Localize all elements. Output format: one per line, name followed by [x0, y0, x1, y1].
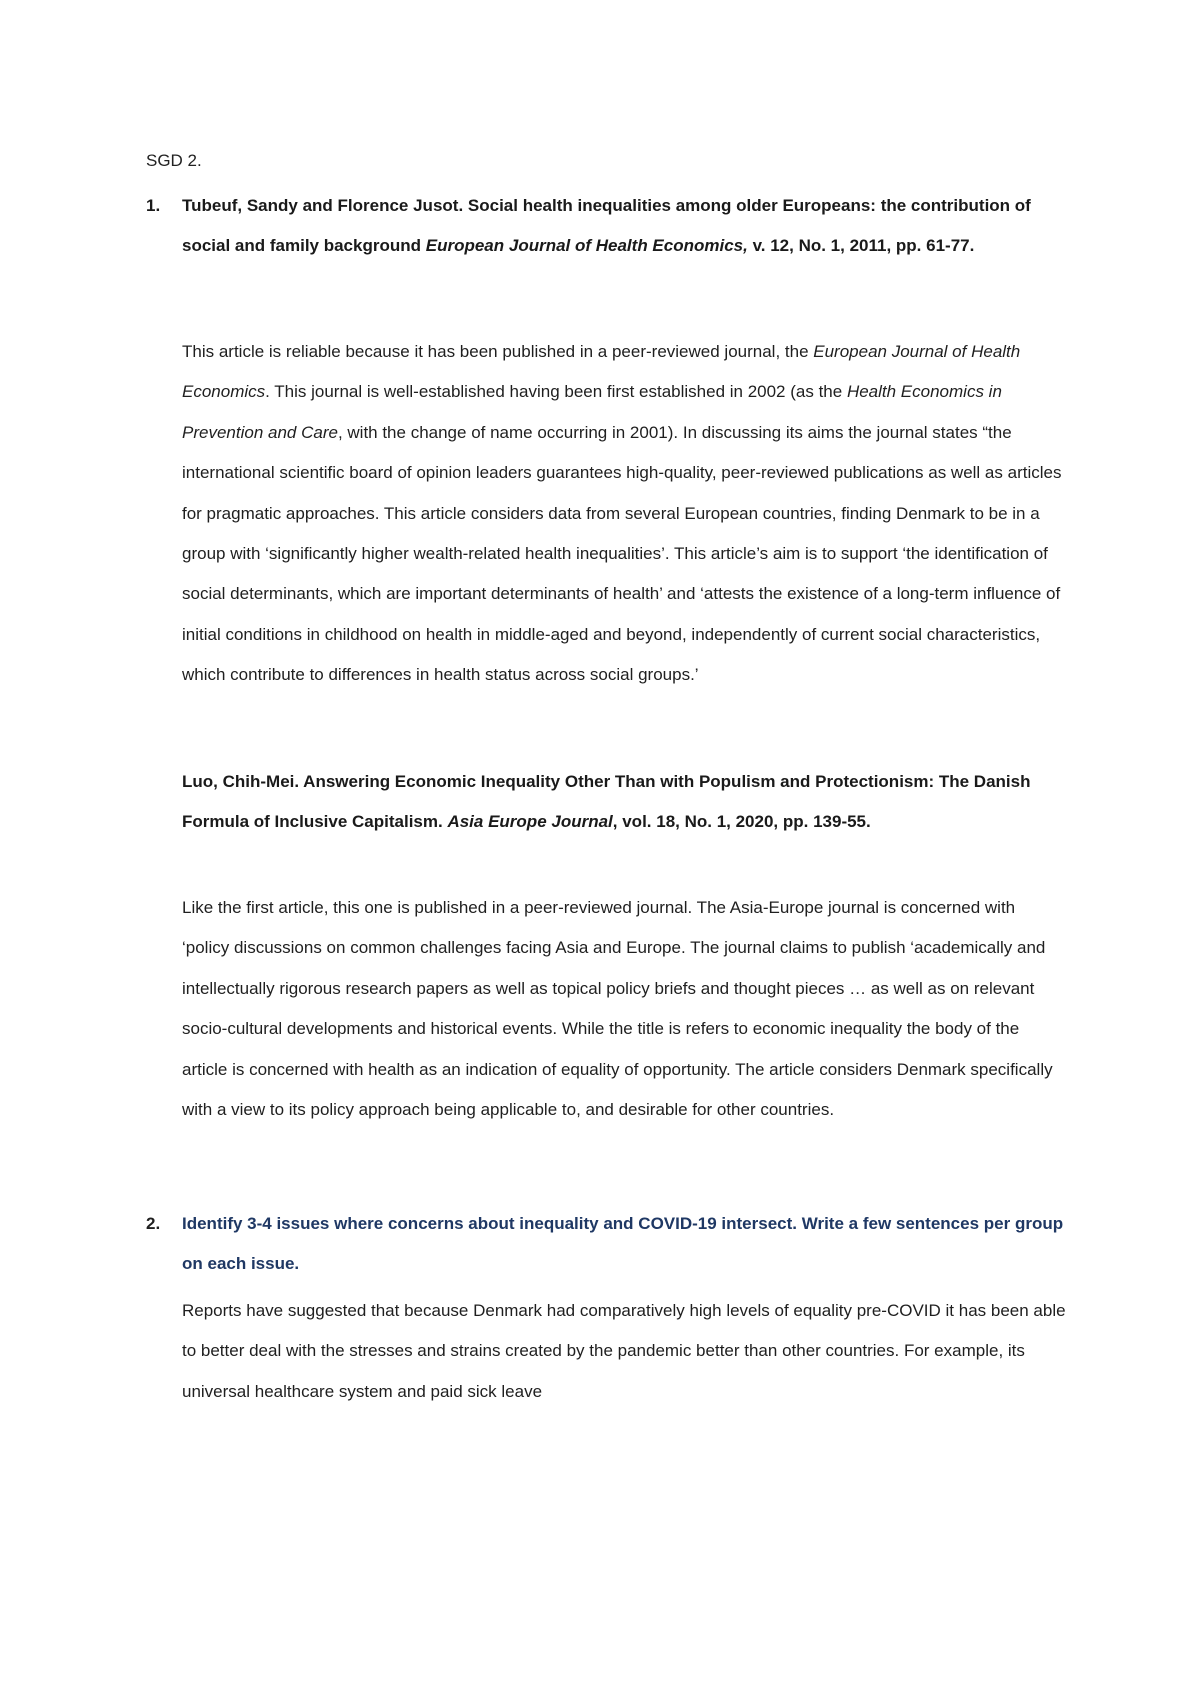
- list-item-1: [146, 186, 1066, 266]
- paragraph-1-former-name: Health Economics in Prevention and Care: [182, 382, 1002, 442]
- reference-1: [182, 186, 1066, 266]
- paragraph-1-text-a: This article is reliable because it has been published in a peer-reviewed journal, the: [182, 342, 814, 361]
- list-number: 2.: [146, 1214, 161, 1233]
- reference-1-journal: European Journal of Health Economics,: [425, 236, 748, 255]
- document-heading: SGD 2.: [146, 151, 202, 170]
- paragraph-1: [182, 332, 1066, 696]
- question-2: Identify 3-4 issues where concerns about inequality and COVID-19 intersect. Write a few sentences per group on each issue.: [182, 1214, 1064, 1273]
- paragraph-1-text-b: . This journal is well-established having been first established in 2002 (as the: [265, 382, 847, 402]
- paragraph-3: Reports have suggested that because Denmark had comparatively high levels of equality pre-COVID it has been able to better deal with the stresses and strains created by the pandemic better than other countries. For example, its universal healthcare system and paid sick leave: [182, 1301, 1066, 1401]
- reference-1-authors: Tubeuf, Sandy and Florence Jusot. Social health inequalities among older Europeans: the contribution of social and family background: [182, 196, 1031, 255]
- reference-2-authors: Luo, Chih-Mei. Answering Economic Inequality Other Than with Populism and Protectionism: The Danish Formula of Inclusive Capitalism.: [182, 772, 1031, 831]
- reference-1-details: v. 12, No. 1, 2011, pp. 61-77.: [747, 236, 975, 255]
- reference-2-details: , vol. 18, No. 1, 2020, pp. 139-55.: [612, 812, 871, 831]
- paragraph-1-journal-name: European Journal of Health Economics: [182, 342, 1021, 402]
- list-item-2: [146, 1204, 1066, 1284]
- reference-2: [182, 762, 1066, 842]
- list-number: 1.: [146, 196, 161, 215]
- reference-2-journal: Asia Europe Journal: [447, 812, 613, 831]
- paragraph-2: Like the first article, this one is published in a peer-reviewed journal. The Asia-Europe journal is concerned with ‘policy discussions on common challenges facing Asia and Europe. The journal claims to publish ‘academically and intellectually rigorous research papers as well as topical policy briefs and thought pieces … as well as on relevant socio-cultural developments and historical events. While the title is refers to economic inequality the body of the article is concerned with health as an indication of equality of opportunity. The article considers Denmark specifically with a view to its policy approach being applicable to, and desirable for other countries.: [182, 898, 1053, 1120]
- paragraph-1-text-c: , with the change of name occurring in 2001). In discussing its aims the journal states “the international scientific board of opinion leaders guarantees high-quality, peer-reviewed publications as well as articles for pragmatic approaches. This article considers data from several European countries, finding Denmark to be in a group with ‘significantly higher wealth-related health inequalities’. This article’s aim is to support ‘the identification of social determinants, which are important determinants of health’ and ‘attests the existence of a long-term influence of initial conditions in childhood on health in middle-aged and beyond, independently of current social characteristics, which contribute to differences in health status across social groups.’: [182, 422, 1062, 685]
